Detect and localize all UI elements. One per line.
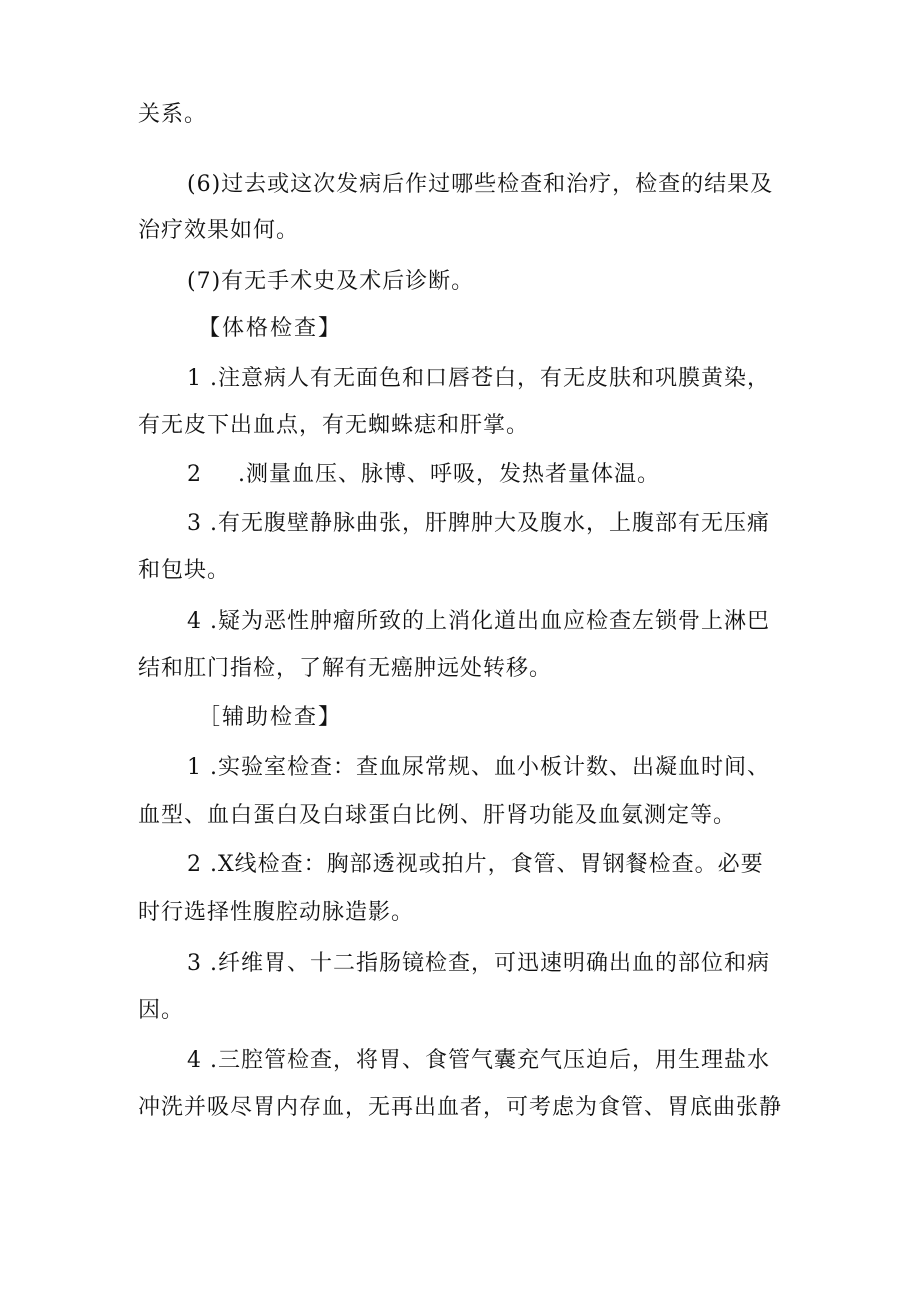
- item-number: 4: [187, 1048, 202, 1073]
- item-number: 3: [187, 951, 202, 976]
- auxiliary-exam-item-1-line1: [187, 753, 770, 783]
- item-number: 4: [187, 609, 202, 634]
- item-number: 1: [187, 755, 202, 780]
- item-text: .注意病人有无面色和口唇苍白，有无皮肤和巩膜黄染，: [210, 366, 770, 391]
- history-item-6-line2: 治疗效果如何。: [138, 218, 300, 243]
- auxiliary-exam-item-3-line2: 因。: [138, 998, 185, 1023]
- item-number: 3: [187, 511, 202, 536]
- physical-exam-item-3-line1: [187, 509, 770, 539]
- auxiliary-exam-item-1-line2: 血型、血白蛋白及白球蛋白比例、肝肾功能及血氨测定等。: [138, 803, 737, 828]
- item-text: .实验室检查：查血尿常规、血小板计数、出凝血时间、: [210, 755, 770, 780]
- auxiliary-exam-item-3-line1: [187, 949, 770, 979]
- auxiliary-exam-item-4-line1: [187, 1046, 770, 1076]
- item-text: .三腔管检查，将胃、食管气囊充气压迫后，用生理盐水: [210, 1048, 770, 1073]
- item-text: .测量血压、脉博、呼吸，发热者量体温。: [238, 462, 660, 487]
- item-number: 2: [187, 462, 202, 487]
- item-text: .有无腹壁静脉曲张，肝脾肿大及腹水，上腹部有无压痛: [210, 511, 770, 536]
- auxiliary-exam-heading: ［辅助检查】: [198, 705, 343, 730]
- physical-exam-item-1-line2: 有无皮下出血点，有无蜘蛛痣和肝掌。: [138, 413, 530, 438]
- physical-exam-heading: 【体格检查】: [198, 316, 343, 341]
- auxiliary-exam-item-2-line1: [187, 850, 764, 880]
- item-text: .纤维胃、十二指肠镜检查，可迅速明确出血的部位和病: [210, 951, 770, 976]
- auxiliary-exam-item-2-line2: 时行选择性腹腔动脉造影。: [138, 900, 415, 925]
- item-number: 1: [187, 366, 202, 391]
- physical-exam-item-4-line2: 结和肛门指检，了解有无癌肿远处转移。: [138, 656, 553, 681]
- physical-exam-item-2-line1: [187, 460, 660, 490]
- auxiliary-exam-item-4-line2: 冲洗并吸尽胃内存血，无再出血者，可考虑为食管、胃底曲张静: [138, 1095, 783, 1120]
- item-text: .X线检查：胸部透视或拍片，食管、胃钢餐检查。必要: [210, 852, 764, 877]
- intro-text: 关系。: [138, 102, 208, 127]
- physical-exam-item-4-line1: [187, 607, 770, 637]
- physical-exam-item-3-line2: 和包块。: [138, 558, 231, 583]
- item-text: .疑为恶性肿瘤所致的上消化道出血应检查左锁骨上淋巴: [210, 609, 770, 634]
- item-number: 2: [187, 852, 202, 877]
- history-item-7-line1: (7)有无手术史及术后诊断。: [187, 269, 475, 294]
- physical-exam-item-1-line1: [187, 364, 770, 394]
- history-item-6-line1: (6)过去或这次发病后作过哪些检查和治疗，检查的结果及: [187, 172, 774, 197]
